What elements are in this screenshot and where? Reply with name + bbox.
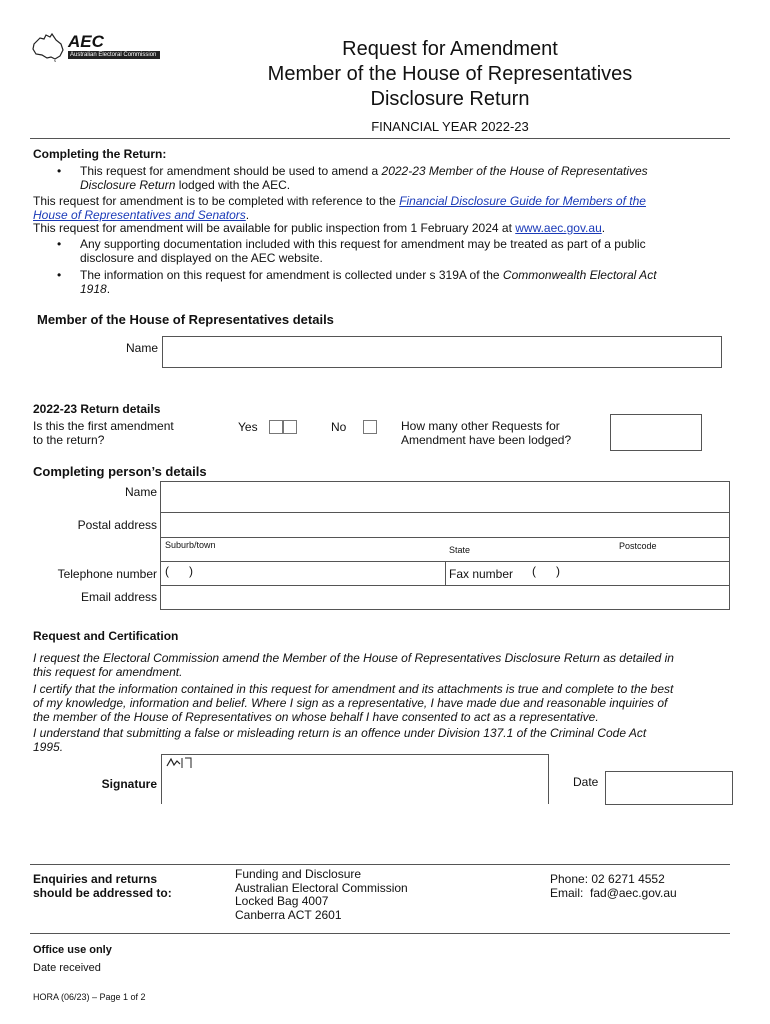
completing-bullet-2 bbox=[80, 237, 720, 265]
guide-link[interactable]: Financial Disclosure Guide for Members of the bbox=[399, 194, 646, 208]
date-label: Date bbox=[573, 775, 599, 789]
yes-checkbox-2[interactable] bbox=[283, 420, 297, 434]
email-label: Email address bbox=[80, 590, 157, 604]
text: of my knowledge, information and belief. Where I sign as a representative, I have made due and reasonable inquiries of bbox=[33, 696, 668, 710]
postal-address-field[interactable] bbox=[160, 512, 730, 538]
address-line: Australian Electoral Commission bbox=[235, 880, 408, 895]
text: I request the Electoral Commission amend the Member of the House of Representatives Disclosure Return as detailed in bbox=[33, 651, 674, 665]
title-line-3: Disclosure Return bbox=[370, 88, 530, 110]
title-line-1: Request for Amendment bbox=[342, 38, 558, 60]
yes-label: Yes bbox=[238, 420, 258, 434]
bullet: • bbox=[57, 164, 62, 178]
signature-field[interactable] bbox=[161, 754, 549, 804]
enquiries-label bbox=[33, 872, 172, 900]
office-date-received-clip bbox=[33, 961, 233, 971]
address-line: Locked Bag 4007 bbox=[235, 894, 329, 908]
yes-checkbox[interactable] bbox=[269, 420, 283, 434]
phone-text: Phone: 02 6271 4552 bbox=[550, 872, 665, 886]
text: . bbox=[245, 208, 250, 222]
completing-para-1 bbox=[33, 194, 733, 222]
signature-pen-icon bbox=[165, 756, 195, 770]
member-name-field[interactable] bbox=[162, 336, 722, 368]
logo-subtitle: Australian Electoral Commission bbox=[68, 51, 160, 59]
text: to the return? bbox=[33, 433, 105, 447]
certification-heading: Request and Certification bbox=[33, 629, 179, 643]
email-field[interactable] bbox=[160, 585, 730, 610]
telephone-area-code: ( ) bbox=[165, 564, 193, 578]
member-name-label: Name bbox=[125, 341, 158, 355]
footer-code: HORA (06/23) – Page 1 of 2 bbox=[33, 992, 146, 1002]
text: disclosure and displayed on the AEC website. bbox=[80, 251, 323, 265]
text-italic: Commonwealth Electoral Act bbox=[502, 268, 657, 282]
fax-label: Fax number bbox=[449, 567, 514, 581]
state-label: State bbox=[449, 545, 471, 555]
office-date-received: Date received bbox=[33, 962, 101, 971]
completing-bullet-3 bbox=[80, 268, 720, 296]
text: this request for amendment. bbox=[33, 665, 183, 679]
aec-website-link[interactable]: www.aec.gov.au bbox=[515, 221, 602, 235]
no-checkbox[interactable] bbox=[363, 420, 377, 434]
signature-label: Signature bbox=[101, 777, 157, 791]
completing-heading: Completing the Return: bbox=[33, 147, 167, 161]
text: Enquiries and returns bbox=[33, 872, 158, 886]
text: should be addressed to: bbox=[33, 886, 172, 900]
suburb-label: Suburb/town bbox=[165, 540, 216, 550]
person-name-field[interactable] bbox=[160, 481, 730, 513]
date-field[interactable] bbox=[605, 771, 733, 805]
certification-para-3 bbox=[33, 726, 743, 754]
title-line-2: Member of the House of Representatives bbox=[267, 63, 633, 85]
text: the member of the House of Representatives on whose behalf I have consented to act as a representative. bbox=[33, 710, 599, 724]
guide-link-cont[interactable]: House of Representatives and Senators bbox=[33, 208, 246, 222]
address-line: Funding and Disclosure bbox=[235, 867, 362, 881]
text-italic: 1918 bbox=[80, 282, 107, 296]
australia-map-icon bbox=[30, 32, 66, 62]
postal-address-label: Postal address bbox=[77, 518, 157, 532]
office-use-heading: Office use only bbox=[33, 944, 112, 956]
text: This request for amendment is to be completed with reference to the bbox=[33, 194, 400, 208]
text: . bbox=[601, 221, 606, 235]
first-amendment-question bbox=[33, 419, 174, 447]
text: I understand that submitting a false or misleading return is an offence under Division 137.1 of the Criminal Code Act bbox=[33, 726, 647, 740]
telephone-field[interactable] bbox=[160, 561, 446, 586]
enquiries-address bbox=[235, 868, 408, 922]
text-italic: Disclosure Return bbox=[80, 178, 176, 192]
aec-logo bbox=[30, 32, 165, 64]
person-name-label: Name bbox=[124, 485, 157, 499]
bullet: • bbox=[57, 237, 62, 251]
text: How many other Requests for bbox=[401, 419, 560, 433]
text: Is this the first amendment bbox=[33, 419, 174, 433]
text: I certify that the information contained in this request for amendment and its attachments is true and complete to the best bbox=[33, 682, 674, 696]
text: . bbox=[106, 282, 111, 296]
certification-para-1 bbox=[33, 651, 743, 679]
financial-year: FINANCIAL YEAR 2022-23 bbox=[371, 119, 529, 134]
return-details-heading: 2022-23 Return details bbox=[33, 402, 161, 416]
member-heading: Member of the House of Representatives details bbox=[37, 312, 334, 327]
address-line: Canberra ACT 2601 bbox=[235, 907, 342, 922]
other-requests-count-field[interactable] bbox=[610, 414, 702, 451]
fax-area-code: ( ) bbox=[532, 564, 560, 578]
text: This request for amendment should be used to amend a bbox=[80, 164, 382, 178]
text: Amendment have been lodged? bbox=[401, 433, 572, 447]
text: This request for amendment will be available for public inspection from 1 February 2024 at bbox=[33, 221, 516, 235]
bullet: • bbox=[57, 268, 62, 282]
other-requests-question bbox=[401, 419, 571, 447]
enquiries-divider-top bbox=[30, 864, 730, 865]
header-divider bbox=[30, 138, 730, 139]
page-title bbox=[220, 37, 680, 112]
enquiries-divider-bottom bbox=[30, 933, 730, 934]
completing-bullet-1 bbox=[80, 164, 720, 192]
enquiries-contact bbox=[550, 872, 677, 900]
telephone-label: Telephone number bbox=[57, 567, 157, 581]
logo-acronym: AEC bbox=[68, 32, 104, 51]
email-text: Email: fad@aec.gov.au bbox=[550, 886, 677, 900]
no-label: No bbox=[331, 420, 347, 434]
text: Any supporting documentation included with this request for amendment may be treated as part of a public bbox=[80, 237, 646, 251]
postcode-label: Postcode bbox=[619, 541, 657, 551]
person-heading: Completing person’s details bbox=[33, 464, 207, 479]
certification-para-2 bbox=[33, 682, 743, 724]
text-italic: 2022-23 Member of the House of Representatives bbox=[381, 164, 648, 178]
text: lodged with the AEC. bbox=[175, 178, 291, 192]
text: 1995. bbox=[33, 740, 64, 754]
text: The information on this request for amendment is collected under s 319A of the bbox=[80, 268, 503, 282]
completing-para-2 bbox=[33, 221, 733, 235]
